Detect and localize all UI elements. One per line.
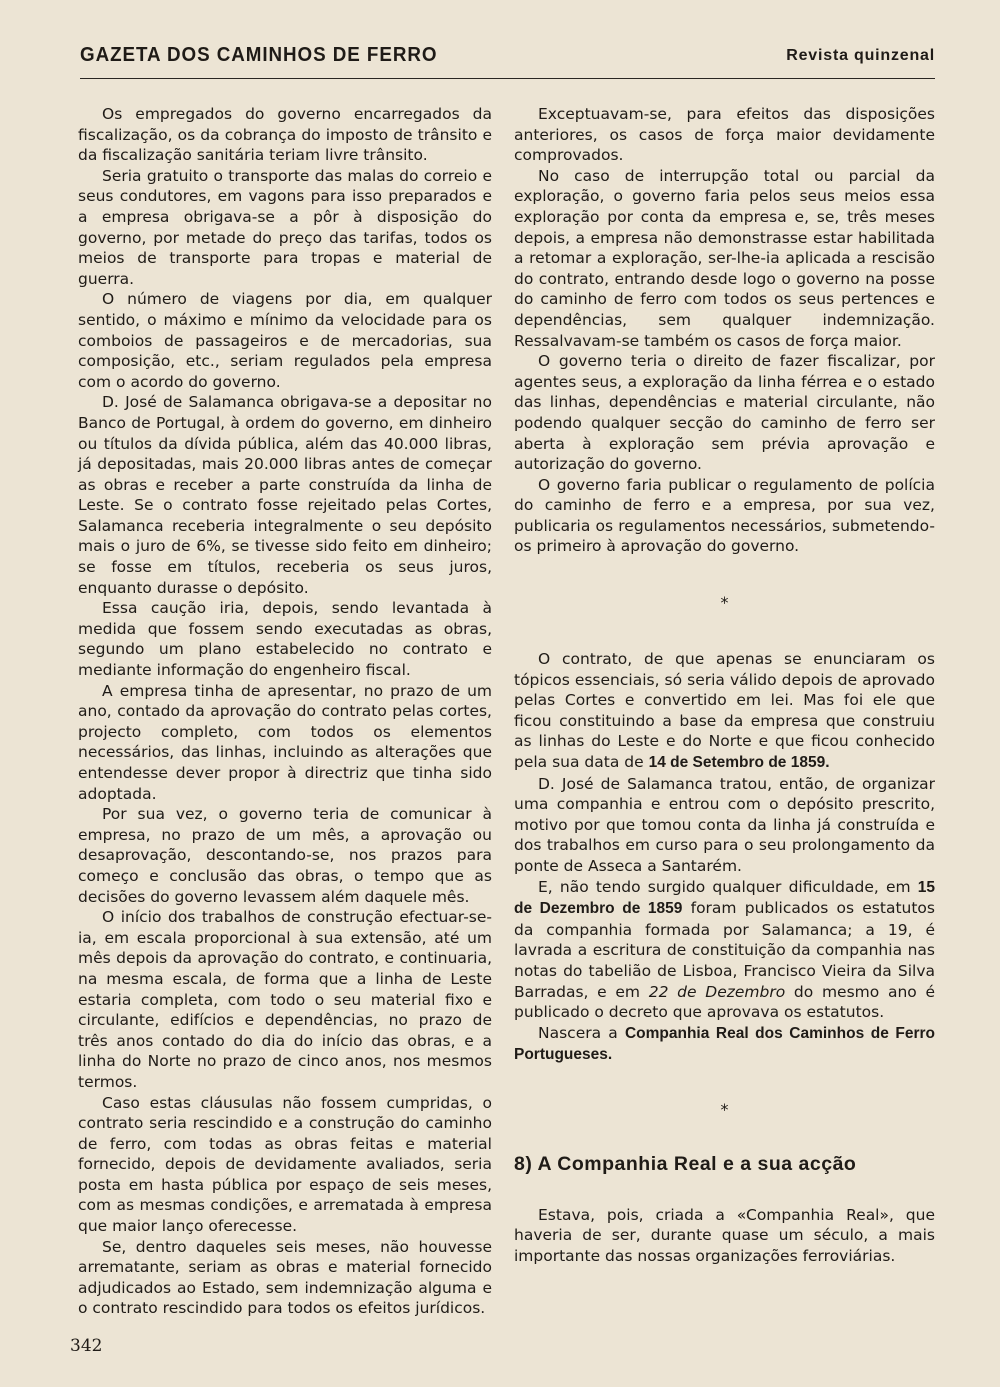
paragraph: Estava, pois, criada a «Companhia Real», que haveria de ser, durante quase um século, a mais importante das nossas organizações ferroviárias. <box>514 1205 935 1265</box>
paragraph-text: E, não tendo surgido qualquer dificuldade, em <box>538 877 918 896</box>
section-separator: * <box>720 1099 729 1119</box>
statutes-date: 15 de Dezembro de 1859 <box>514 878 935 918</box>
paragraph: No caso de interrupção total ou parcial da exploração, o governo faria pelos seus meios essa exploração por conta da empresa e, se, três meses depois, a empresa não demonstrasse estar habilitada a retomar a exploração, ser-lhe-ia aplicada a rescisão do contrato, entrando desde logo o governo na posse do caminho de ferro com todos os seus pertences e dependências, sem qualquer indemnização. Ressalvavam-se também os casos de força maior. <box>514 166 935 350</box>
paragraph: Os empregados do governo encarregados da fiscalização, os da cobrança do imposto de trânsito e da fiscalização sanitária teriam livre trânsito. <box>78 105 492 165</box>
page-number: 342 <box>70 1336 103 1356</box>
company-name: Companhia Real dos Caminhos de Ferro Portugueses. <box>514 1024 936 1064</box>
paragraph: O governo teria o direito de fazer fiscalizar, por agentes seus, a exploração da linha férrea e o estado das linhas, dependências e material circulante, não podendo qualquer secção do caminho de ferro ser aberta à exploração sem prévia aprovação e autorização do governo. <box>514 352 935 474</box>
contract-date: 14 de Setembro de 1859. <box>648 754 830 772</box>
section-separator: * <box>720 593 729 613</box>
paragraph-text: do mesmo ano é publicado o decreto que aprovava os estatutos. <box>514 982 935 1022</box>
paragraph-text: foram publicados os estatutos da companhia formada por Salamanca; a 19, é lavrada a escritura de constituição da companhia nas notas do tabelião de Lisboa, Francisco Vieira da Silva Barradas, e em <box>514 899 935 1001</box>
paragraph: O número de viagens por dia, em qualquer sentido, o máximo e mínimo da velocidade para os comboios de passageiros e de mercadorias, sua composição, etc., seriam regulados pela empresa com o acordo do governo. <box>78 290 492 391</box>
paragraph: Essa caução iria, depois, sendo levantada à medida que fossem sendo executadas as obras, segundo um plano estabelecido no contrato e mediante informação do engenheiro fiscal. <box>78 599 492 680</box>
paragraph <box>514 877 935 1023</box>
right-column <box>514 104 935 1266</box>
paragraph: D. José de Salamanca obrigava-se a depositar no Banco de Portugal, à ordem do governo, em dinheiro ou títulos da dívida pública, além das 40.000 libras, já depositadas, mais 20.000 libras antes de começar as obras e receber a parte construída da linha de Leste. Se o contrato fosse rejeitado pelas Cortes, Salamanca receberia integralmente o seu depósito mais o juro de 6%, se tivesse sido feito em dinheiro; se fosse em títulos, receberia os seus juros, enquanto durasse o depósito. <box>78 393 492 597</box>
paragraph-text: Nascera a <box>538 1023 625 1042</box>
paragraph: D. José de Salamanca tratou, então, de organizar uma companhia e entrou com o depósito prescrito, motivo por que tomou conta da linha já construída e dos trabalhos em curso para o seu prolongamento da ponte de Asseca a Santarém. <box>514 774 935 875</box>
page-header <box>80 42 935 79</box>
paragraph: O início dos trabalhos de construção efectuar-se-ia, em escala proporcional à sua extensão, até um mês depois da aprovação do contrato, e continuaria, na mesma escala, de forma que a linha de Leste estaria completa, com todo o seu material fixo e circulante, edifícios e dependências, no prazo de três anos contado do dia do início das obras, e a linha do Norte no prazo de cinco anos, nos mesmos termos. <box>78 908 492 1091</box>
paragraph: A empresa tinha de apresentar, no prazo de um ano, contado da aprovação do contrato pelas cortes, projecto completo, com todos os elementos necessários, das linhas, incluindo as alterações que entendesse dever propor à directriz que tinha sido adoptada. <box>78 681 492 803</box>
paragraph: Caso estas cláusulas não fossem cumpridas, o contrato seria rescindido e a construção do caminho de ferro, com todas as obras feitas e material fornecido, depois de devidamente avaliados, seria posta em hasta pública por espaço de seis meses, com as mesmas condições, e arrematada à empresa que maior lanço oferecesse. <box>78 1093 492 1236</box>
paragraph <box>514 649 935 774</box>
magazine-subtitle: Revista quinzenal <box>786 47 935 64</box>
paragraph <box>514 1023 935 1066</box>
paragraph: Exceptuavam-se, para efeitos das disposições anteriores, os casos de força maior devidamente comprovados. <box>514 105 935 165</box>
decree-date: 22 de Dezembro <box>648 982 786 1001</box>
section-heading: 8) A Companhia Real e a sua acção <box>514 1152 857 1175</box>
paragraph: Se, dentro daqueles seis meses, não houvesse arrematante, seriam as obras e material fornecido adjudicados ao Estado, sem indemnização alguma e o contrato rescindido para todos os efeitos jurídicos. <box>78 1237 492 1318</box>
magazine-title: GAZETA DOS CAMINHOS DE FERRO <box>80 44 438 66</box>
paragraph-text: O contrato, de que apenas se enunciaram os tópicos essenciais, só seria válido depois de aprovado pelas Cortes e convertido em lei. Mas foi ele que ficou constituindo a base da empresa que construiu as linhas do Leste e do Norte e que ficou conhecido pela sua data de <box>514 650 935 772</box>
paragraph: O governo faria publicar o regulamento de polícia do caminho de ferro e a empresa, por sua vez, publicaria os regulamentos necessários, submetendo-os primeiro à aprovação do governo. <box>514 475 935 556</box>
paragraph: Por sua vez, o governo teria de comunicar à empresa, no prazo de um mês, a aprovação ou desaprovação, descontando-se, nos prazos para começo e conclusão das obras, o tempo que as decisões do governo levassem além daquele mês. <box>78 805 492 906</box>
paragraph: Seria gratuito o transporte das malas do correio e seus condutores, em vagons para isso preparados e a empresa obrigava-se a pôr à disposição do governo, por metade do preço das tarifas, todos os meios de transporte para tropas e material de guerra. <box>78 166 492 288</box>
left-column <box>78 104 492 1319</box>
